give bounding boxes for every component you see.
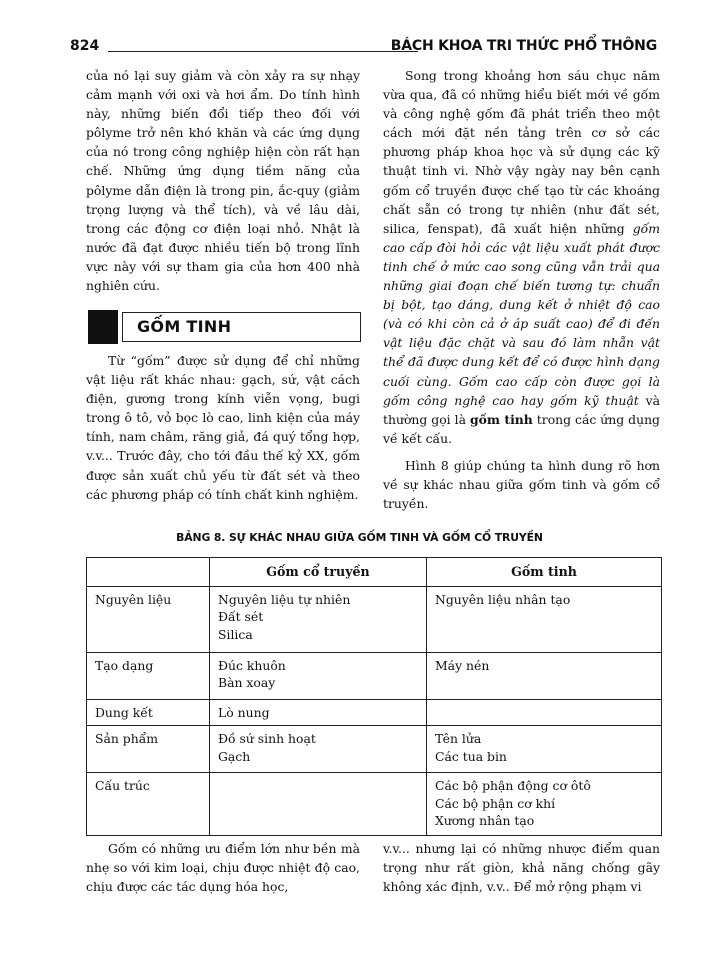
traditional-cell [210,726,427,773]
traditional-cell [210,773,427,836]
fine-cell [427,652,662,699]
text-run: và thường gọi là [383,392,660,427]
table-row [87,773,662,836]
cell-line: Đúc khuôn [218,657,286,673]
cell-line: Xương nhân tạo [435,813,535,828]
fine-cell [427,726,662,773]
row-label: Cấu trúc [87,773,210,836]
fine-cell [427,773,662,836]
cell-line: Máy nén [435,657,490,673]
bottom-left-column [86,839,360,896]
paragraph-ceramic-definition: Từ “gốm” được sử dụng để chỉ những vật liệu rất khác nhau: gạch, sứ, vật cách điện, gương trong kính viễn vọng, bugi trong ô tô, vỏ bọc lò cao, linh kiện của máy tính, nam châm, răng giả, đá quý tổng hợp, v.v... Trước đây, cho tới đầu thế kỷ XX, gốm được sản xuất chủ yếu từ đất sét và theo các phương pháp có tính chất kinh nghiệm. [86,353,360,502]
header-cell: Gốm tinh [427,558,662,587]
table-row [87,726,662,773]
paragraph-figure-ref: Hình 8 giúp chúng ta hình dung rõ hơn về sự khác nhau giữa gốm tinh và gốm cổ truyền. [383,457,660,512]
row-label: Tạo dạng [87,652,210,699]
cell-line: Silica [218,626,253,642]
paragraph-advantages: Gốm có những ưu điểm lớn như bền mà nhẹ so với kim loại, chịu được nhiệt độ cao, chịu được các tác dụng hóa học, [86,841,360,895]
row-label: Nguyên liệu [87,586,210,652]
paragraph-modern-ceramics [383,66,660,448]
header-cell: Gốm cổ truyền [210,558,427,587]
header-cell [87,558,210,587]
text-run: trong các ứng dụng về kết cấu. [383,411,660,446]
paragraph-conducting-polymers: của nó lại suy giảm và còn xảy ra sự nhạy cảm mạnh với oxi và hơi ẩm. Do tính hình này, những biến đổi tiếp theo đối với pôlyme trở nên khó khăn và các ứng dụng của nó trong công nghiệp hiện còn rất hạn chế. Những ứng dụng tiềm năng của pôlyme dẫn điện là trong pin, ắc-quy (giảm trọng lượng và thể tích), và về lâu dài, trong các động cơ điện loại nhỏ. Nhật là nước đã đạt được nhiều tiến bộ trong lĩnh vực này với sự tham gia của hơn 400 nhà nghiên cứu. [86,68,360,294]
section-marker [88,310,118,344]
table-row [87,586,662,652]
text-run: Song trong khoảng hơn sáu chục năm vừa qua, đã có những hiểu biết mới về gốm và công nghệ gốm đã phát triển theo một cách mới đặt nền tảng trên cơ sở các phương pháp khoa học và sử dụng các kỹ thuật tinh vi. Nhờ vậy ngày nay bên cạnh gốm cổ truyền được chế tạo từ các khoáng chất sẵn có trong tự nhiên (như đất sét, silica, fenspat), đã xuất hiện những [383,68,660,236]
paragraph-disadvantages: v.v... nhưng lại có những nhược điểm quan trọng như rất giòn, khả năng chống gãy không xác định, v.v.. Để mở rộng phạm vi [383,841,660,895]
row-label: Dung kết [87,699,210,726]
section-heading [88,310,361,344]
fine-cell [427,586,662,652]
bold-term: gốm tinh [469,411,533,427]
left-column-top [86,66,360,295]
table-header-row [87,558,662,587]
traditional-cell [210,586,427,652]
cell-line: Lò nung [218,704,270,720]
table-row [87,699,662,726]
cell-line: Nguyên liệu tự nhiên [218,591,351,607]
cell-line: Các tua bin [435,748,507,764]
italic-run: gốm cao cấp đòi hỏi các vật liệu xuất phát được tinh chế ở mức cao song cũng vẫn trải qua những giai đoạn chế biến tương tự: chuẩn bị bột, tạo dáng, dung kết ở nhiệt độ cao (và có khi còn cả ở áp suất cao) để đi đến vật liệu đặc chặt và sau đó làm nhẵn vật thể đã được dung kết để có được hình dạng cuối cùng. Gốm cao cấp còn được gọi là gốm công nghệ cao hay gốm kỹ thuật [383,220,660,408]
cell-line: Gạch [218,748,251,764]
right-column [383,66,660,513]
section-frame [122,312,361,342]
bottom-right-column [383,839,660,896]
table-row [87,652,662,699]
header-rule [108,51,418,52]
cell-line: Các bộ phận động cơ ôtô [435,778,591,793]
page-number: 824 [70,38,100,54]
traditional-cell [210,652,427,699]
comparison-table [86,557,662,836]
fine-cell [427,699,662,726]
table-title: BẢNG 8. SỰ KHÁC NHAU GIỮA GỐM TINH VÀ GỐM CỔ TRUYỀN [176,531,543,544]
traditional-cell [210,699,427,726]
cell-line: Tên lửa [435,731,482,746]
cell-line: Đất sét [218,609,264,624]
section-title: GỐM TINH [137,317,232,336]
cell-line: Các bộ phận cơ khí [435,795,556,811]
book-title: BÁCH KHOA TRI THỨC PHỔ THÔNG [390,38,657,54]
left-column-bottom [86,351,360,504]
cell-line: Đồ sứ sinh hoạt [218,731,316,746]
cell-line: Bàn xoay [218,675,276,690]
cell-line: Nguyên liệu nhân tạo [435,591,571,607]
row-label: Sản phẩm [87,726,210,773]
